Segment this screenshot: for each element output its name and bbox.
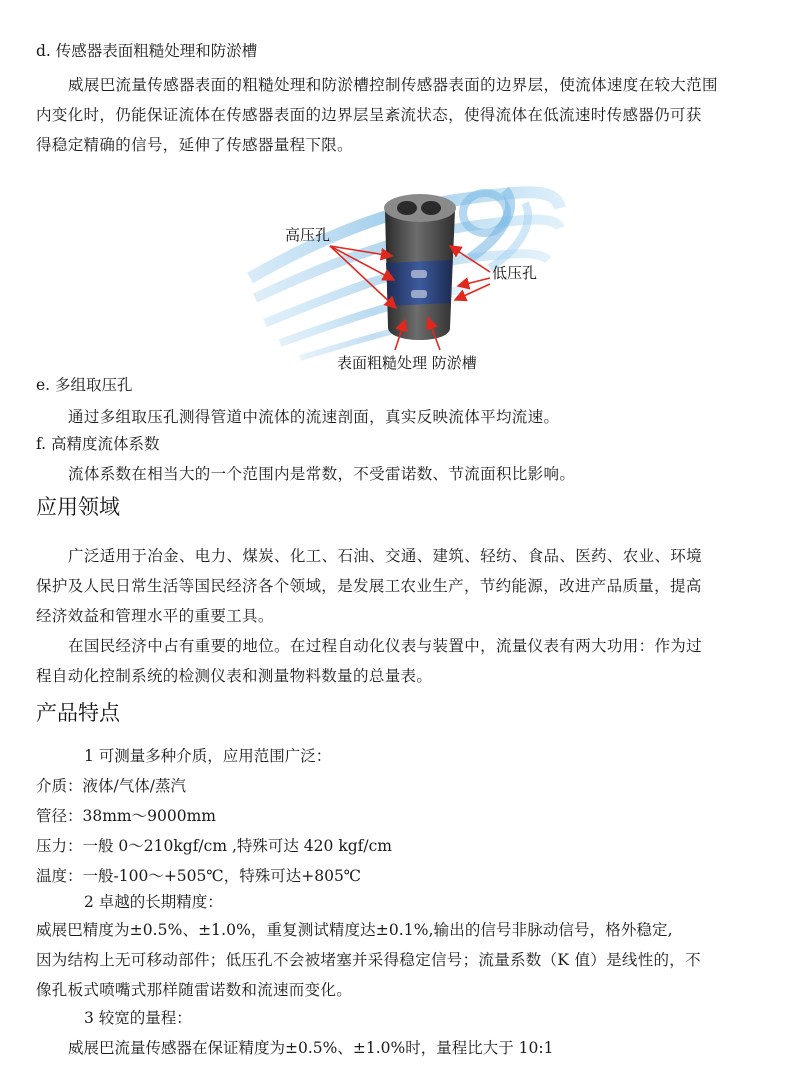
feature-item-3-title: 3 较宽的量程：	[84, 1009, 192, 1027]
applications-p1-line-3: 经济效益和管理水平的重要工具。	[36, 607, 274, 625]
feature-item-2-line-3: 像孔板式喷嘴式那样随雷诺数和流速而变化。	[36, 981, 353, 999]
flow-sensor	[384, 194, 456, 340]
sensor-figure	[0, 168, 800, 378]
sensor-illustration	[0, 168, 800, 378]
section-f-line-1: 流体系数在相当大的一个范围内是常数，不受雷诺数、节流面积比影响。	[68, 465, 576, 483]
feature-item-3-line-1: 威展巴流量传感器在保证精度为±0.5%、±1.0%时，量程比大于 10:1	[68, 1039, 554, 1057]
label-surface-treatment: 表面粗糙处理 防淤槽	[337, 354, 477, 372]
section-f-title: f. 高精度流体系数	[36, 435, 160, 453]
feature-item-2-line-1: 威展巴精度为±0.5%、±1.0%，重复测试精度达±0.1%,输出的信号非脉动信号，格外稳定,	[36, 921, 673, 939]
applications-p1-line-1: 广泛适用于冶金、电力、煤炭、化工、石油、交通、建筑、轻纺、食品、医药、农业、环境	[68, 547, 703, 565]
feature-item-1-title: 1 可测量多种介质，应用范围广泛：	[84, 747, 332, 765]
applications-p1-line-2: 保护及人民日常生活等国民经济各个领域，是发展工农业生产，节约能源，改进产品质量，提高	[36, 577, 702, 595]
features-heading: 产品特点	[36, 701, 120, 725]
feature-item-2-title: 2 卓越的长期精度：	[84, 893, 223, 911]
label-low-pressure-hole: 低压孔	[492, 264, 538, 282]
section-e-line-1: 通过多组取压孔测得管道中流体的流速剖面，真实反映流体平均流速。	[68, 408, 560, 426]
section-d-line-2: 内变化时，仍能保证流体在传感器表面的边界层呈紊流状态，使得流体在低流速时传感器仍可获	[36, 106, 702, 124]
feature-medium: 介质：液体/气体/蒸汽	[36, 777, 186, 795]
feature-temperature: 温度：一般-100～+505℃，特殊可达+805℃	[36, 867, 362, 885]
section-d-title: d. 传感器表面粗糙处理和防淤槽	[36, 42, 258, 60]
applications-heading: 应用领域	[36, 495, 120, 519]
feature-item-2-line-2: 因为结构上无可移动部件；低压孔不会被堵塞并采得稳定信号；流量系数（K 值）是线性的，不	[36, 951, 701, 969]
section-e-title: e. 多组取压孔	[36, 376, 133, 394]
applications-p2-line-1: 在国民经济中占有重要的地位。在过程自动化仪表与装置中，流量仪表有两大功用：作为过	[68, 637, 703, 655]
section-d-line-3: 得稳定精确的信号，延伸了传感器量程下限。	[36, 136, 354, 154]
feature-pressure: 压力：一般 0～210kgf/cm ,特殊可达 420 kgf/cm	[36, 837, 392, 855]
section-d-line-1: 威展巴流量传感器表面的粗糙处理和防淤槽控制传感器表面的边界层，使流体速度在较大范围	[68, 76, 718, 94]
feature-pipe-diameter: 管径：38mm～9000mm	[36, 807, 216, 825]
label-high-pressure-hole: 高压孔	[285, 226, 331, 244]
applications-p2-line-2: 程自动化控制系统的检测仪表和测量物料数量的总量表。	[36, 667, 433, 685]
